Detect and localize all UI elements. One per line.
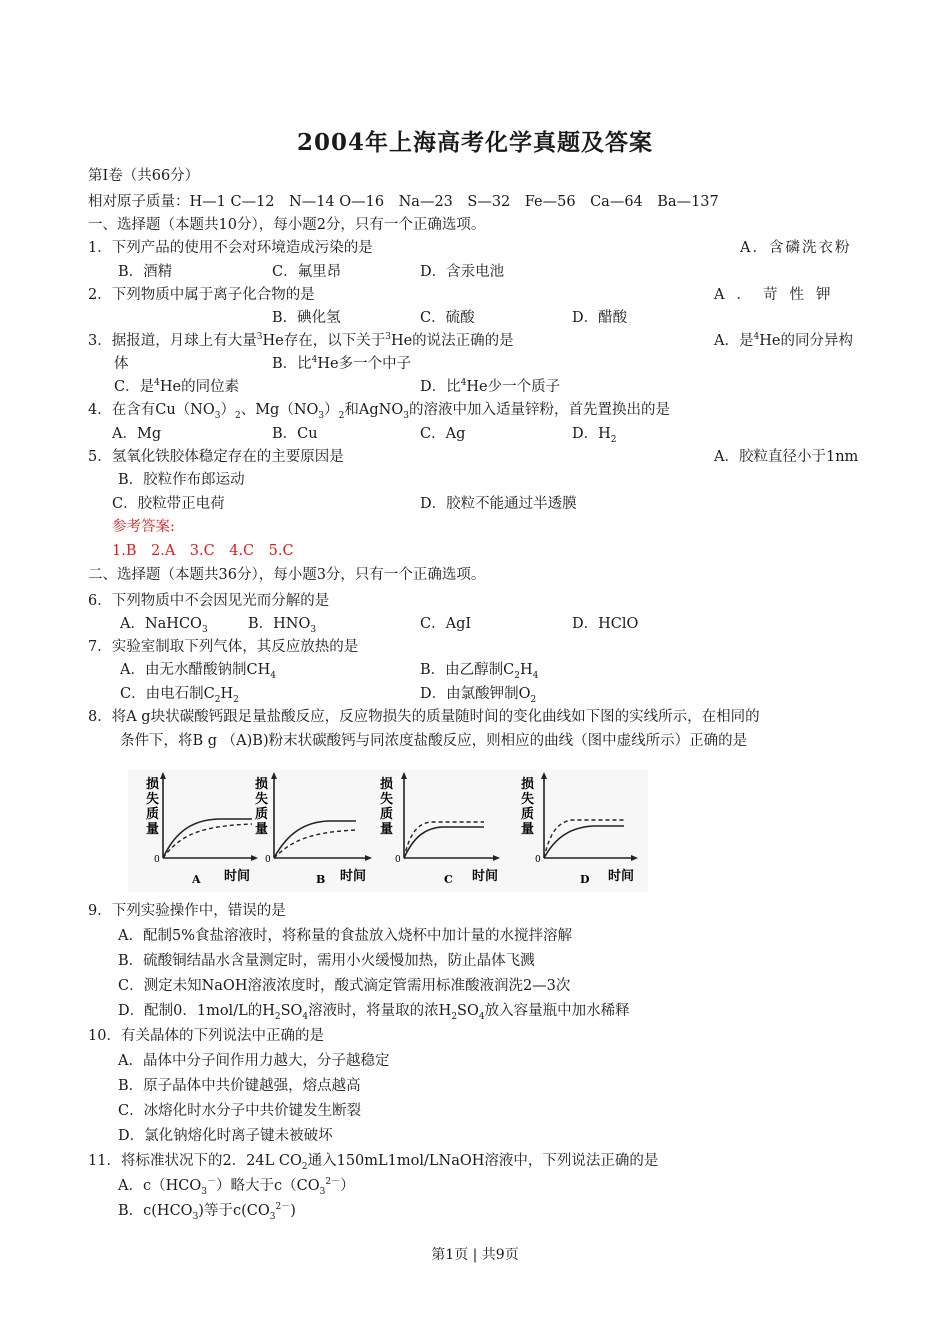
y-label-char: 量 bbox=[380, 822, 394, 837]
panel-label: A bbox=[192, 873, 201, 886]
question-stem-continued: 条件下，将B g （A)B)粉末状碳酸钙与同浓度盐酸反应，则相应的曲线（图中虚线所示）正确的是 bbox=[120, 733, 748, 749]
option-a: A．晶体中分子间作用力越大，分子越稳定 bbox=[118, 1053, 390, 1069]
option-a: A．Mg bbox=[112, 426, 162, 442]
atomic-masses: 相对原子质量：H—1 C—12 N—14 O—16 Na—23 S—32 Fe—56 Ca—64 Ba—137 bbox=[88, 194, 719, 210]
option-b: B．Cu bbox=[272, 426, 318, 442]
y-label-char: 量 bbox=[521, 822, 535, 837]
option-b: B．碘化氢 bbox=[272, 310, 341, 326]
option-d: D．氯化钠熔化时离子键未被破坏 bbox=[118, 1128, 333, 1144]
y-label-char: 量 bbox=[255, 822, 269, 837]
option-d: D．胶粒不能通过半透膜 bbox=[420, 496, 577, 512]
panel-label: C bbox=[444, 873, 453, 886]
option-c: C．AgI bbox=[420, 616, 472, 632]
option-a: A．含磷洗衣粉 bbox=[740, 240, 852, 256]
option-c: C．Ag bbox=[420, 426, 466, 442]
question-stem: 9．下列实验操作中，错误的是 bbox=[88, 903, 286, 919]
part-header: 第Ⅰ卷（共66分） bbox=[88, 168, 200, 184]
question-stem: 5．氢氧化铁胶体稳定存在的主要原因是 bbox=[88, 449, 344, 465]
y-label-char: 质 bbox=[521, 807, 535, 822]
question-stem: 3．据报道，月球上有大量$^3$He存在，以下关于$^3$He的说法正确的是 bbox=[88, 332, 514, 349]
option-c: C．氟里昂 bbox=[272, 264, 342, 280]
option-d: D．由氯酸钾制$O_2$ bbox=[420, 686, 537, 705]
option-d: D．含汞电池 bbox=[420, 264, 505, 280]
reaction-curves-figure bbox=[128, 770, 648, 892]
question-stem: 1．下列产品的使用不会对环境造成污染的是 bbox=[88, 240, 373, 256]
option-a-continued: 体 bbox=[114, 356, 129, 372]
y-label-char: 失 bbox=[380, 792, 394, 807]
option-b: B．由乙醇制$C_2H_4$ bbox=[420, 662, 539, 681]
y-label-char: 质 bbox=[146, 807, 160, 822]
option-a: A．胶粒直径小于1nm bbox=[714, 449, 859, 465]
question-stem: 2．下列物质中属于离子化合物的是 bbox=[88, 287, 315, 303]
option-b: B．原子晶体中共价键越强，熔点越高 bbox=[118, 1078, 361, 1094]
origin-label: 0 bbox=[395, 855, 401, 865]
option-b: B．酒精 bbox=[118, 264, 173, 280]
option-b: B．$c(HCO_3)$等于$c(CO_3^{2-})$ bbox=[118, 1202, 296, 1222]
curves-svg bbox=[128, 770, 648, 892]
x-label: 时间 bbox=[608, 869, 635, 884]
option-d: D．比$^4$He少一个质子 bbox=[420, 378, 561, 395]
section-header: 一、选择题（本题共10分），每小题2分，只有一个正确选项。 bbox=[88, 217, 486, 233]
option-a: A．由无水醋酸钠制$CH_4$ bbox=[120, 662, 276, 681]
answers-list: 1.B 2.A 3.C 4.C 5.C bbox=[112, 543, 294, 559]
option-c: C．胶粒带正电荷 bbox=[112, 496, 225, 512]
y-label-char: 质 bbox=[255, 807, 269, 822]
x-label: 时间 bbox=[224, 869, 251, 884]
y-label-char: 损 bbox=[146, 777, 160, 792]
y-label-char: 失 bbox=[521, 792, 535, 807]
option-b: B．硫酸铜结晶水含量测定时，需用小火缓慢加热，防止晶体飞溅 bbox=[118, 953, 535, 969]
origin-label: 0 bbox=[535, 855, 541, 865]
question-stem: 6．下列物质中不会因见光而分解的是 bbox=[88, 593, 330, 609]
y-label-char: 失 bbox=[146, 792, 160, 807]
question-stem: 4．在含有$Cu(NO_3)_2$、$Mg(NO_3)_2$和AgNO$_3$的溶液中加入适量锌粉，首先置换出的是 bbox=[88, 402, 670, 421]
y-label-char: 损 bbox=[255, 777, 269, 792]
y-label-char: 量 bbox=[146, 822, 160, 837]
option-d: D．$H_2$ bbox=[572, 426, 617, 445]
x-label: 时间 bbox=[472, 869, 499, 884]
panel-label: B bbox=[316, 873, 326, 886]
option-b: B．胶粒作布郎运动 bbox=[118, 472, 245, 488]
answers-label: 参考答案: bbox=[112, 519, 175, 535]
option-c: C．硫酸 bbox=[420, 310, 475, 326]
option-a: A．NaHCO$_3$ bbox=[120, 616, 208, 635]
y-label-char: 质 bbox=[380, 807, 394, 822]
y-label-char: 失 bbox=[255, 792, 269, 807]
option-d: D．配制0．1mol/L的$H_2SO_4$溶液时，将量取的浓$H_2SO_4$放入容量瓶中加水稀释 bbox=[118, 1003, 630, 1022]
origin-label: 0 bbox=[154, 855, 160, 865]
origin-label: 0 bbox=[265, 855, 271, 865]
question-stem: 8．将A g块状碳酸钙跟足量盐酸反应，反应物损失的质量随时间的变化曲线如下图的实线所示，在相同的 bbox=[88, 709, 760, 725]
option-a: A．苛性钾 bbox=[714, 287, 843, 303]
question-stem: 10．有关晶体的下列说法中正确的是 bbox=[88, 1028, 324, 1044]
option-c: C．由电石制$C_2H_2$ bbox=[120, 686, 239, 705]
option-c: C．是$^4$He的同位素 bbox=[114, 378, 240, 395]
option-b: B．比$^4$He多一个中子 bbox=[272, 355, 412, 372]
panel-label: D bbox=[580, 873, 590, 886]
y-label-char: 损 bbox=[521, 777, 535, 792]
option-a: A．是$^4$He的同分异构 bbox=[714, 332, 853, 349]
page-title: 2004年上海高考化学真题及答案 bbox=[296, 129, 653, 156]
x-label: 时间 bbox=[340, 869, 367, 884]
option-b: B．$HNO_3$ bbox=[248, 616, 317, 635]
page-footer: 第1页 | 共9页 bbox=[431, 1247, 519, 1263]
option-c: C．测定未知NaOH溶液浓度时，酸式滴定管需用标准酸液润洗2—3次 bbox=[118, 978, 571, 994]
option-d: D．醋酸 bbox=[572, 310, 628, 326]
question-stem: 11．将标准状况下的2．24L $CO_2$通入150mL1mol/LNaOH溶液中，下列说法正确的是 bbox=[88, 1153, 659, 1172]
option-d: D．HClO bbox=[572, 616, 639, 632]
y-label-char: 损 bbox=[380, 777, 394, 792]
option-a: A．$c(HCO_3^-)$略大于$c(CO_3^{2-})$ bbox=[118, 1177, 355, 1197]
option-a: A．配制5%食盐溶液时，将称量的食盐放入烧杯中加计量的水搅拌溶解 bbox=[118, 928, 572, 944]
option-c: C．冰熔化时水分子中共价键发生断裂 bbox=[118, 1103, 362, 1119]
section-header: 二、选择题（本题共36分），每小题3分，只有一个正确选项。 bbox=[88, 567, 486, 583]
question-stem: 7．实验室制取下列气体，其反应放热的是 bbox=[88, 639, 359, 655]
